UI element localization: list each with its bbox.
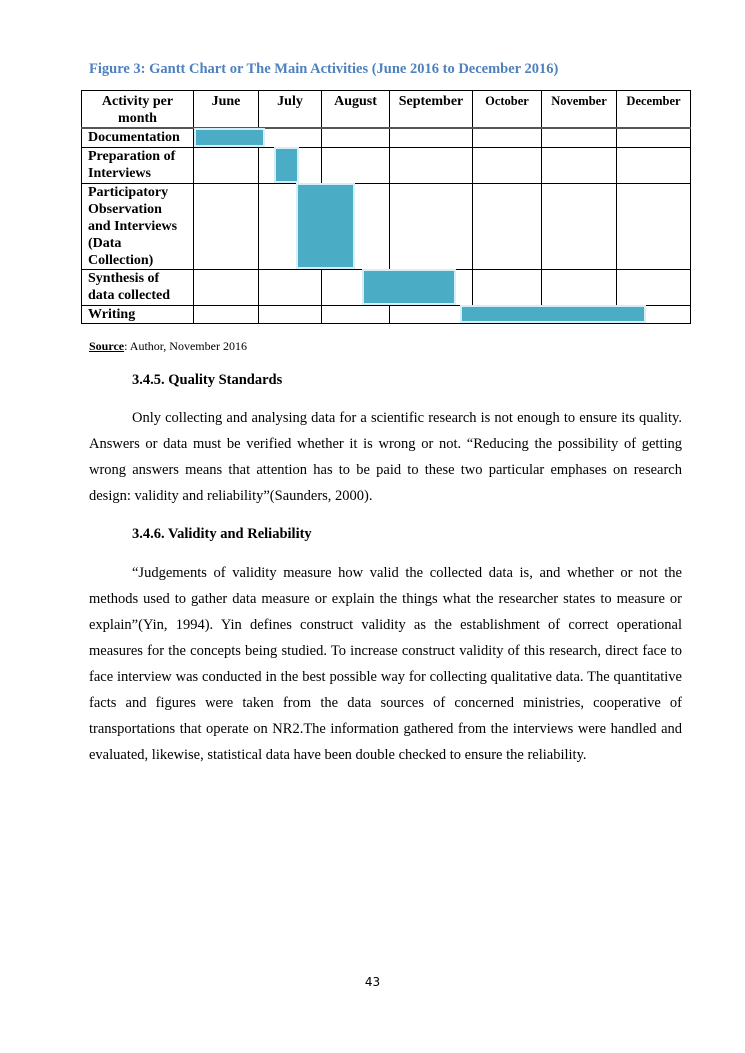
section-heading-quality: 3.4.5. Quality Standards	[132, 372, 283, 388]
figure-source	[89, 339, 247, 354]
activity-label: Preparation of Interviews	[82, 147, 194, 183]
gantt-bar	[460, 305, 646, 323]
month-header: July	[259, 91, 322, 129]
source-text: : Author, November 2016	[124, 339, 247, 353]
page-number: 43	[364, 975, 381, 989]
month-header: August	[322, 91, 390, 129]
paragraph-quality-text: Only collecting and analysing data for a scientific research is not enough to ensure its quality. Answers or data must be verified whether it is wrong or not. “Reducing the possibility of getting wrong answers means that attention has to be paid to these two particular emphases on research design: validity and reliability”(Saunders, 2000).	[89, 410, 682, 504]
section-heading-validity: 3.4.6. Validity and Reliability	[132, 526, 312, 542]
gantt-bar	[194, 128, 265, 147]
figure-caption: Figure 3: Gantt Chart or The Main Activities (June 2016 to December 2016)	[89, 61, 559, 77]
source-label: Source	[89, 339, 125, 353]
activity-label: Synthesis of data collected	[82, 269, 194, 305]
gantt-bar	[296, 183, 355, 269]
month-header: November	[542, 91, 617, 129]
gantt-bar	[362, 269, 456, 305]
activity-label: Participatory Observation and Interviews (Data Collection)	[82, 183, 194, 269]
month-header: September	[390, 91, 473, 129]
activity-label: Writing	[82, 305, 194, 323]
month-header: June	[194, 91, 259, 129]
month-header: December	[617, 91, 691, 129]
paragraph-validity-text: “Judgements of validity measure how valid the collected data is, and whether or not the methods used to gather data measure or explain the things what the researcher states to measure or explain”(Yin, 1994). Yin defines construct validity as the establishment of correct operational measures for the concepts being studied. To increase construct validity of this research, direct face to face interview was conducted in the best possible way for collecting qualitative data. The quantitative facts and figures were taken from the data sources of concerned ministries, cooperative of transportations that operate on NR2.The information gathered from the interviews were handled and evaluated, likewise, statistical data have been double checked to ensure the reliability.	[89, 565, 682, 763]
paragraph-quality	[89, 405, 682, 509]
header-activity: Activity per month	[82, 91, 194, 129]
paragraph-validity	[89, 560, 682, 768]
month-header: October	[473, 91, 542, 129]
gantt-bar	[274, 147, 299, 183]
gantt-chart	[81, 90, 690, 322]
activity-label: Documentation	[82, 128, 194, 147]
